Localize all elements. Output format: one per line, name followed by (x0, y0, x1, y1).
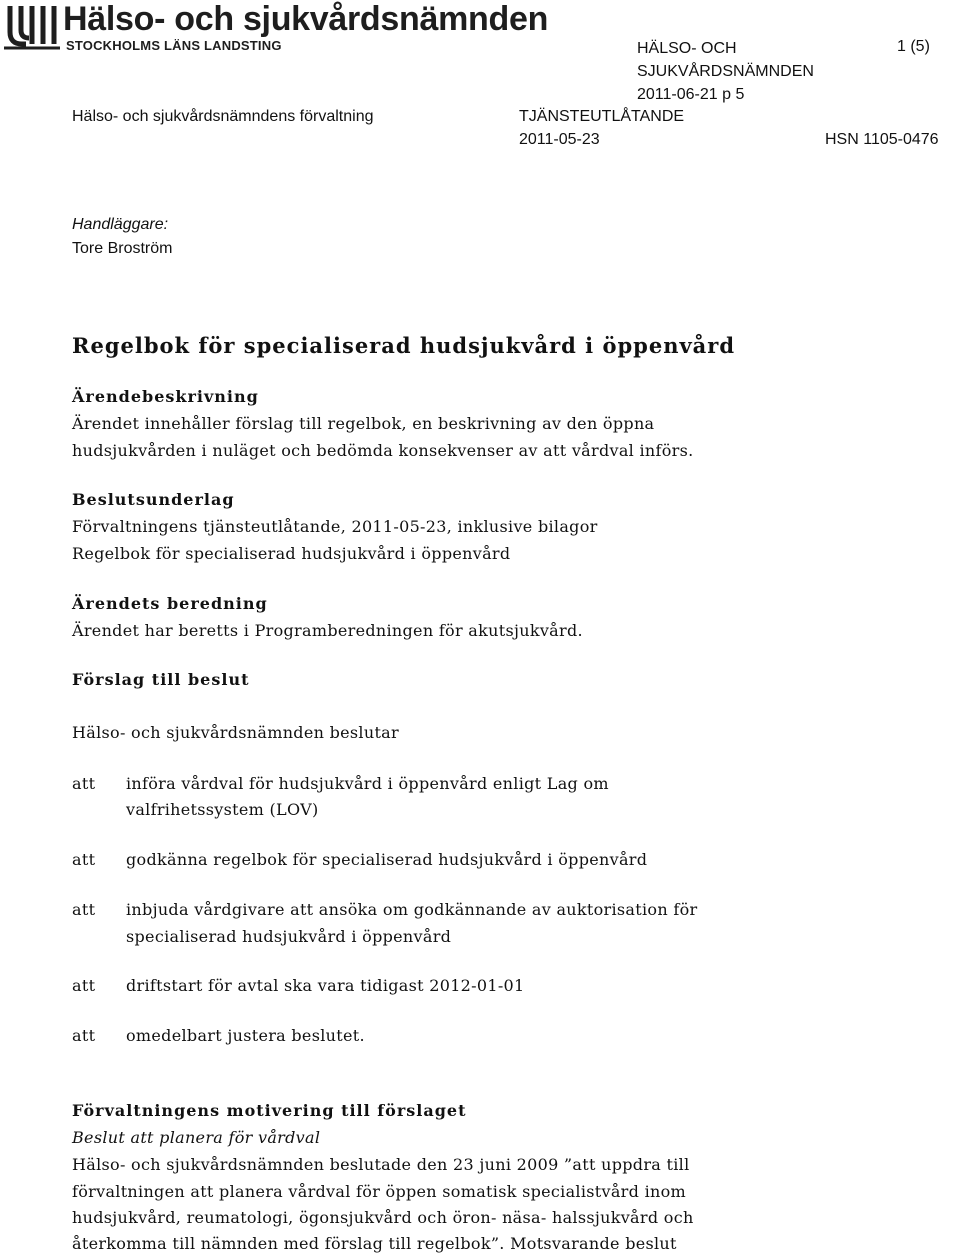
logo-title: Hälso- och sjukvårdsnämnden (63, 0, 549, 38)
decision-text: godkänna regelbok för specialiserad hudsjukvård i öppenvård (126, 850, 648, 869)
case-reference: HSN 1105-0476 (825, 131, 939, 148)
section-heading-description: Ärendebeskrivning (72, 387, 259, 406)
meeting-ref: 2011-06-21 p 5 (637, 86, 745, 103)
description-line: hudsjukvården i nuläget och bedömda konsekvenser av att vårdval införs. (72, 441, 694, 460)
decision-marker: att (72, 774, 96, 793)
decision-marker: att (72, 976, 96, 995)
board-name: HÄLSO- OCH (637, 40, 737, 57)
basis-line: Förvaltningens tjänsteutlåtande, 2011-05-23, inklusive bilagor (72, 517, 598, 536)
page-number: 1 (5) (897, 38, 930, 55)
handler-label: Handläggare: (72, 216, 169, 233)
motivation-line: förvaltningen att planera vårdval för öppen somatisk specialistvård inom (72, 1182, 686, 1201)
board-name-2: SJUKVÅRDSNÄMNDEN (637, 63, 814, 80)
document-type: TJÄNSTEUTLÅTANDE (519, 108, 685, 125)
landsting-logo-icon (4, 4, 60, 50)
section-heading-proposal: Förslag till beslut (72, 670, 250, 689)
organization: Hälso- och sjukvårdsnämndens förvaltning (72, 108, 374, 125)
decision-text: inbjuda vårdgivare att ansöka om godkännande av auktorisation för (126, 900, 698, 919)
section-heading-basis: Beslutsunderlag (72, 490, 235, 509)
logo-subtitle: STOCKHOLMS LÄNS LANDSTING (66, 38, 282, 53)
motivation-line: Hälso- och sjukvårdsnämnden beslutade den 23 juni 2009 ”att uppdra till (72, 1155, 690, 1174)
description-line: Ärendet innehåller förslag till regelbok, en beskrivning av den öppna (72, 414, 655, 433)
decision-marker: att (72, 900, 96, 919)
decision-text: specialiserad hudsjukvård i öppenvård (126, 927, 452, 946)
motivation-subheading: Beslut att planera för vårdval (72, 1128, 321, 1147)
decision-marker: att (72, 1026, 96, 1045)
document-date: 2011-05-23 (519, 131, 600, 148)
decision-text: driftstart för avtal ska vara tidigast 2012-01-01 (126, 976, 525, 995)
preparation-text: Ärendet har beretts i Programberedningen för akutsjukvård. (72, 621, 583, 640)
decision-marker: att (72, 850, 96, 869)
decision-text: införa vårdval för hudsjukvård i öppenvård enligt Lag om (126, 774, 609, 793)
decision-text: omedelbart justera beslutet. (126, 1026, 365, 1045)
section-heading-motivation: Förvaltningens motivering till förslaget (72, 1101, 467, 1120)
decision-text: valfrihetssystem (LOV) (126, 800, 319, 819)
motivation-line: återkomma till nämnden med förslag till regelbok”. Motsvarande beslut (72, 1234, 677, 1253)
section-heading-preparation: Ärendets beredning (72, 594, 268, 613)
proposal-intro: Hälso- och sjukvårdsnämnden beslutar (72, 723, 399, 742)
motivation-line: hudsjukvård, reumatologi, ögonsjukvård och öron- näsa- halssjukvård och (72, 1208, 694, 1227)
basis-line: Regelbok för specialiserad hudsjukvård i öppenvård (72, 544, 511, 563)
document-title: Regelbok för specialiserad hudsjukvård i öppenvård (72, 333, 736, 358)
handler-name: Tore Broström (72, 240, 173, 257)
